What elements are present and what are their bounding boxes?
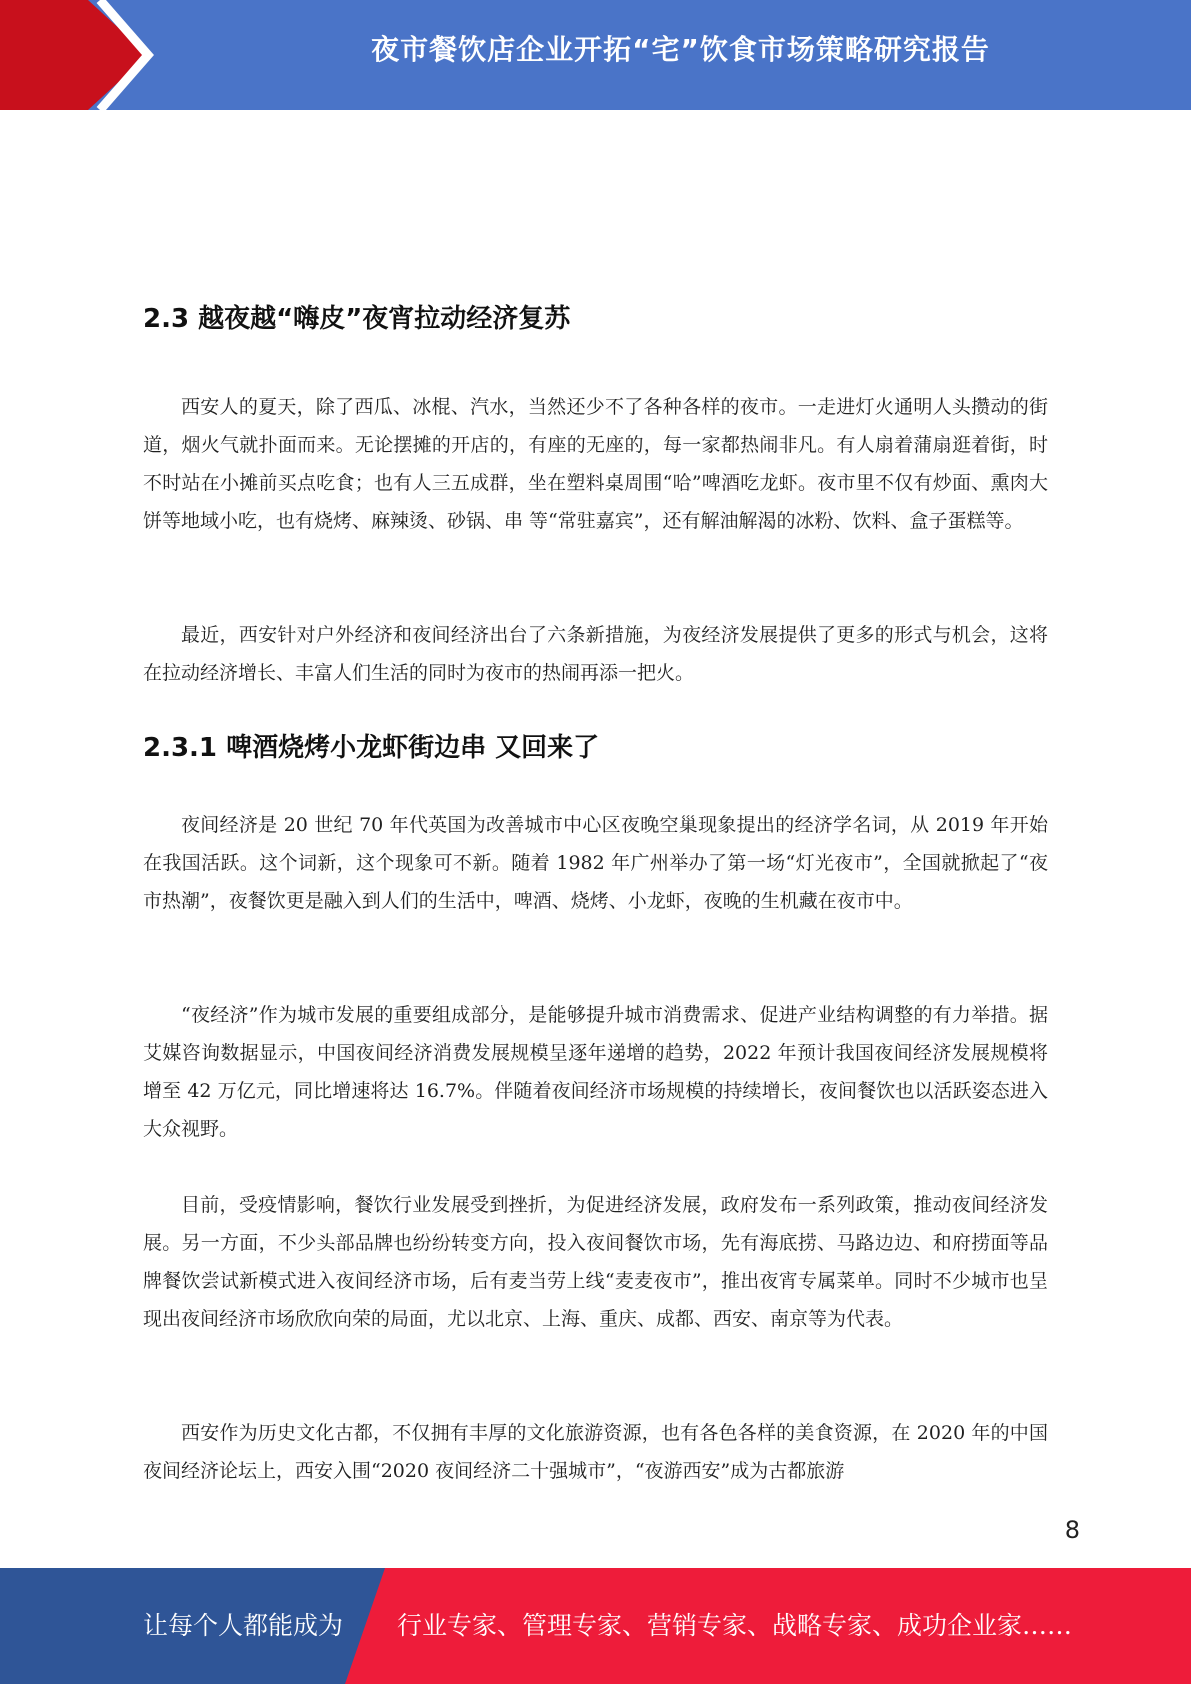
page-header [0,0,1191,110]
report-title: 夜市餐饮店企业开拓“宅”饮食市场策略研究报告 [371,33,990,66]
page-footer [0,1568,1191,1684]
footer-slogan-left: 让每个人都能成为 [143,1611,344,1640]
paragraph: 最近，西安针对户外经济和夜间经济出台了六条新措施，为夜经济发展提供了更多的形式与机会，这将在拉动经济增长、丰富人们生活的同时为夜市的热闹再添一把火。 [143,624,1048,684]
paragraph: 目前，受疫情影响，餐饮行业发展受到挫折，为促进经济发展，政府发布一系列政策，推动夜间经济发展。另一方面，不少头部品牌也纷纷转变方向，投入夜间餐饮市场，先有海底捞、马路边边、和府捞面等品牌餐饮尝试新模式进入夜间经济市场，后有麦当劳上线“麦麦夜市”，推出夜宵专属菜单。同时不少城市也呈现出夜间经济市场欣欣向荣的局面，尤以北京、上海、重庆、成都、西安、南京等为代表。 [143,1194,1048,1330]
header-red-chevron [0,0,148,110]
paragraph: “夜经济”作为城市发展的重要组成部分，是能够提升城市消费需求、促进产业结构调整的有力举措。据艾媒咨询数据显示，中国夜间经济消费发展规模呈逐年递增的趋势，2022 年预计我国夜间经济发展规模将增至 42 万亿元，同比增速将达 16.7%。伴随着夜间经济市场规模的持续增长，夜间餐饮也以活跃姿态进入大众视野。 [143,1004,1048,1140]
paragraph: 西安人的夏天，除了西瓜、冰棍、汽水，当然还少不了各种各样的夜市。一走进灯火通明人头攒动的街道，烟火气就扑面而来。无论摆摊的开店的，有座的无座的，每一家都热闹非凡。有人扇着蒲扇逛着街，时不时站在小摊前买点吃食；也有人三五成群，坐在塑料桌周围“哈”啤酒吃龙虾。夜市里不仅有炒面、熏肉大饼等地域小吃，也有烧烤、麻辣烫、砂锅、串 等“常驻嘉宾”，还有解油解渴的冰粉、饮料、盒子蛋糕等。 [143,396,1048,532]
section-heading-2-3: 2.3 越夜越“嗨皮”夜宵拉动经济复苏 [143,304,571,334]
paragraph: 夜间经济是 20 世纪 70 年代英国为改善城市中心区夜晚空巢现象提出的经济学名词，从 2019 年开始在我国活跃。这个词新，这个现象可不新。随着 1982 年广州举办了第一场“灯光夜市”，全国就掀起了“夜市热潮”，夜餐饮更是融入到人们的生活中，啤酒、烧烤、小龙虾，夜晚的生机藏在夜市中。 [143,814,1048,912]
section-heading-2-3-1: 2.3.1 啤酒烧烤小龙虾街边串 又回来了 [143,733,600,763]
paragraph: 西安作为历史文化古都，不仅拥有丰厚的文化旅游资源，也有各色各样的美食资源，在 2020 年的中国夜间经济论坛上，西安入围“2020 夜间经济二十强城市”，“夜游西安”成为古都旅游 [143,1422,1048,1482]
footer-slogan-right: 行业专家、管理专家、营销专家、战略专家、成功企业家…… [397,1611,1073,1640]
page-number: 8 [1064,1516,1080,1544]
